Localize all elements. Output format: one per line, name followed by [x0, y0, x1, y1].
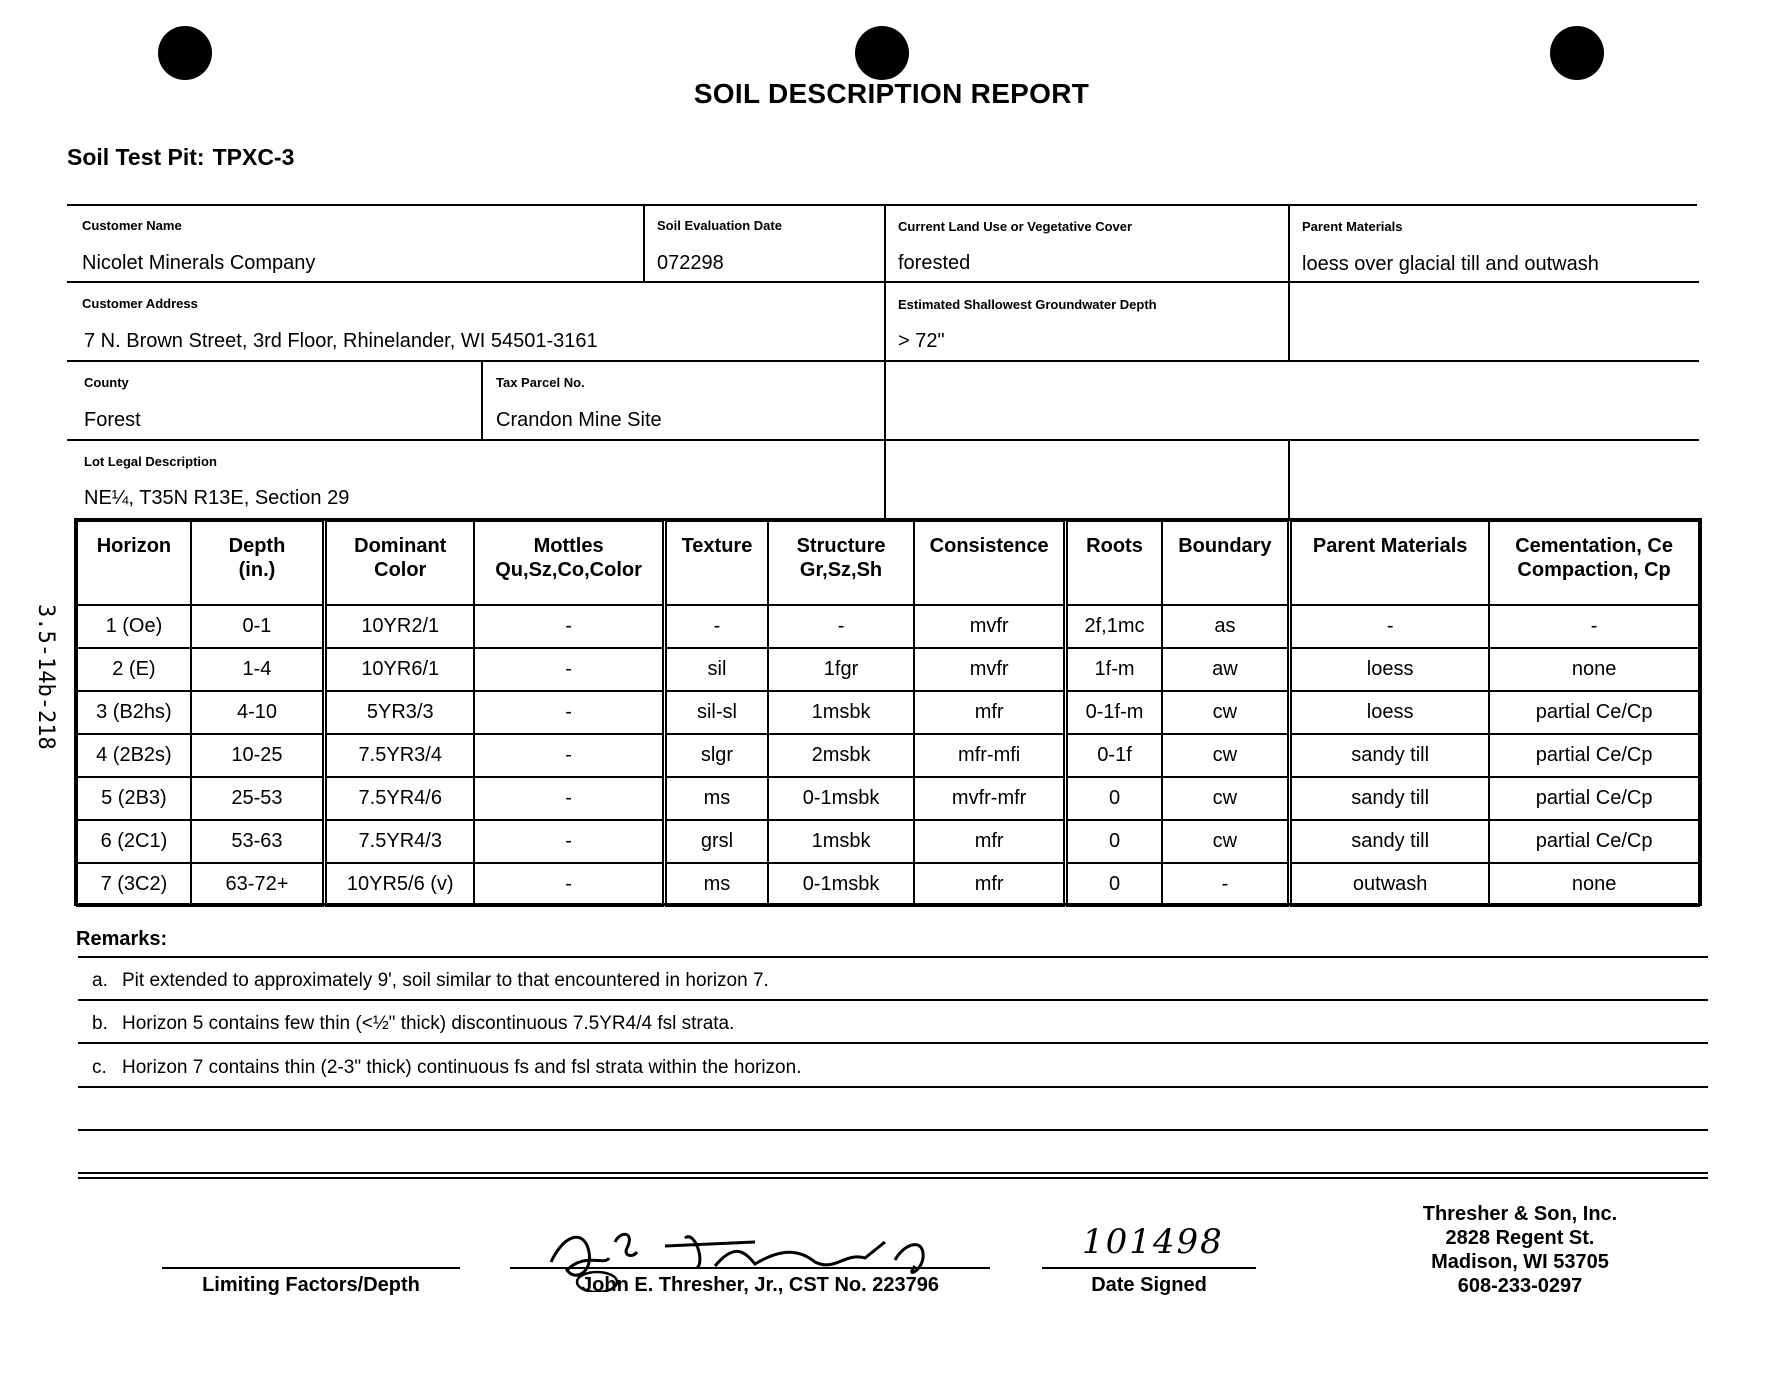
county-value: Forest: [84, 409, 141, 431]
table-cell: 1fgr: [768, 648, 914, 691]
table-cell: 10YR5/6 (v): [325, 863, 475, 906]
col-texture: Texture: [664, 521, 768, 605]
land-use-label: Current Land Use or Vegetative Cover: [898, 219, 1133, 234]
page-title: SOIL DESCRIPTION REPORT: [693, 78, 1090, 109]
table-cell: slgr: [664, 734, 768, 777]
eval-date-label: Soil Evaluation Date: [657, 218, 782, 233]
table-cell: -: [474, 863, 664, 906]
table-cell: 4 (2B2s): [77, 734, 191, 777]
company-name: Thresher & Son, Inc.: [1422, 1203, 1618, 1225]
parent-materials-value: loess over glacial till and outwash: [1302, 253, 1599, 275]
punch-hole-right: [1550, 26, 1604, 80]
table-cell: aw: [1162, 648, 1290, 691]
table-cell: 1msbk: [768, 820, 914, 863]
table-row: [77, 648, 1699, 691]
table-row: [77, 863, 1699, 906]
table-cell: cw: [1162, 820, 1290, 863]
rule: [67, 439, 1699, 441]
col-mottles: Mottles Qu,Sz,Co,Color: [474, 521, 664, 605]
table-cell: -: [474, 605, 664, 648]
table-cell: loess: [1290, 648, 1490, 691]
table-cell: 63-72+: [191, 863, 325, 906]
company-city: Madison, WI 53705: [1431, 1251, 1609, 1273]
lot-legal-label: Lot Legal Description: [84, 454, 217, 469]
customer-name-value: Nicolet Minerals Company: [82, 252, 316, 274]
table-cell: -: [474, 648, 664, 691]
col-parent-materials: Parent Materials: [1290, 521, 1490, 605]
table-cell: cw: [1162, 691, 1290, 734]
date-line: [1042, 1267, 1256, 1269]
col-roots: Roots: [1066, 521, 1162, 605]
table-cell: 5YR3/3: [325, 691, 475, 734]
rule: [1288, 204, 1290, 360]
rule: [78, 1086, 1708, 1088]
col-depth: Depth (in.): [191, 521, 325, 605]
table-cell: partial Ce/Cp: [1489, 820, 1699, 863]
table-cell: 0-1: [191, 605, 325, 648]
col-structure: Structure Gr,Sz,Sh: [768, 521, 914, 605]
pit-value: TPXC-3: [212, 144, 295, 170]
table-cell: 10YR2/1: [325, 605, 475, 648]
table-cell: 1-4: [191, 648, 325, 691]
table-cell: mvfr: [914, 648, 1066, 691]
limiting-factors-label: Limiting Factors/Depth: [202, 1274, 420, 1296]
rule: [67, 360, 1699, 362]
table-cell: 2f,1mc: [1066, 605, 1162, 648]
table-cell: 3 (B2hs): [77, 691, 191, 734]
table-row: [77, 691, 1699, 734]
table-header-row: [77, 521, 1699, 605]
lot-legal-value: NE¼, T35N R13E, Section 29: [84, 487, 350, 509]
table-cell: 7.5YR3/4: [325, 734, 475, 777]
table-cell: -: [1489, 605, 1699, 648]
table-cell: cw: [1162, 734, 1290, 777]
rule: [78, 1172, 1708, 1174]
table-cell: sandy till: [1290, 734, 1490, 777]
tax-parcel-label: Tax Parcel No.: [496, 375, 585, 390]
col-boundary: Boundary: [1162, 521, 1290, 605]
table-cell: none: [1489, 648, 1699, 691]
rule: [1288, 439, 1290, 518]
col-horizon: Horizon: [77, 521, 191, 605]
table-cell: -: [474, 691, 664, 734]
table-row: [77, 820, 1699, 863]
table-cell: -: [1290, 605, 1490, 648]
table-cell: sandy till: [1290, 820, 1490, 863]
table-cell: as: [1162, 605, 1290, 648]
address-label: Customer Address: [82, 296, 198, 311]
company-phone: 608-233-0297: [1457, 1275, 1583, 1297]
limiting-line: [162, 1267, 460, 1269]
rule: [78, 1177, 1708, 1179]
table-cell: -: [474, 734, 664, 777]
table-cell: -: [664, 605, 768, 648]
table-cell: 4-10: [191, 691, 325, 734]
table-cell: mvfr-mfr: [914, 777, 1066, 820]
punch-hole-left: [158, 26, 212, 80]
table-cell: 10YR6/1: [325, 648, 475, 691]
table-row: [77, 777, 1699, 820]
table-cell: 10-25: [191, 734, 325, 777]
table-cell: 53-63: [191, 820, 325, 863]
table-cell: partial Ce/Cp: [1489, 734, 1699, 777]
col-color: Dominant Color: [325, 521, 475, 605]
table-cell: 2 (E): [77, 648, 191, 691]
table-cell: grsl: [664, 820, 768, 863]
table-cell: mvfr: [914, 605, 1066, 648]
table-cell: partial Ce/Cp: [1489, 691, 1699, 734]
table-cell: 7.5YR4/3: [325, 820, 475, 863]
table-cell: 0-1f: [1066, 734, 1162, 777]
table-cell: sil-sl: [664, 691, 768, 734]
table-cell: mfr-mfi: [914, 734, 1066, 777]
side-annotation: 3.5-14b-218: [33, 604, 58, 750]
table-cell: none: [1489, 863, 1699, 906]
rule: [78, 1129, 1708, 1131]
table-cell: outwash: [1290, 863, 1490, 906]
table-cell: 25-53: [191, 777, 325, 820]
table-cell: -: [474, 820, 664, 863]
table-row: [77, 605, 1699, 648]
table-cell: mfr: [914, 691, 1066, 734]
soil-horizon-table: [76, 520, 1700, 907]
rule: [78, 956, 1708, 958]
remark-c: c. Horizon 7 contains thin (2-3" thick) continuous fs and fsl strata within the horizon.: [92, 1057, 802, 1078]
rule: [78, 1042, 1708, 1044]
table-cell: partial Ce/Cp: [1489, 777, 1699, 820]
table-cell: 6 (2C1): [77, 820, 191, 863]
remarks-label: Remarks:: [76, 928, 168, 950]
table-cell: 2msbk: [768, 734, 914, 777]
land-use-value: forested: [898, 252, 971, 274]
table-cell: cw: [1162, 777, 1290, 820]
table-cell: sandy till: [1290, 777, 1490, 820]
table-cell: -: [474, 777, 664, 820]
table-cell: 0-1msbk: [768, 863, 914, 906]
table-cell: sil: [664, 648, 768, 691]
pit-label: Soil Test Pit:: [67, 144, 205, 170]
table-cell: 0: [1066, 777, 1162, 820]
table-cell: -: [1162, 863, 1290, 906]
table-cell: mfr: [914, 820, 1066, 863]
tax-parcel-value: Crandon Mine Site: [496, 409, 662, 431]
rule: [884, 204, 886, 518]
signer-label: John E. Thresher, Jr., CST No. 223796: [581, 1274, 939, 1296]
table-cell: 7 (3C2): [77, 863, 191, 906]
rule: [67, 204, 1697, 206]
groundwater-value: > 72": [898, 330, 945, 352]
county-label: County: [84, 375, 129, 390]
rule: [643, 204, 645, 281]
rule: [78, 999, 1708, 1001]
col-cementation: Cementation, Ce Compaction, Cp: [1489, 521, 1699, 605]
soil-test-pit: [67, 144, 294, 171]
remark-a: a. Pit extended to approximately 9', soil similar to that encountered in horizon 7.: [92, 970, 769, 991]
table-cell: 1f-m: [1066, 648, 1162, 691]
table-cell: 1msbk: [768, 691, 914, 734]
address-value: 7 N. Brown Street, 3rd Floor, Rhinelander, WI 54501-3161: [84, 330, 598, 352]
company-street: 2828 Regent St.: [1445, 1227, 1595, 1249]
table-cell: 0-1msbk: [768, 777, 914, 820]
table-cell: 0-1f-m: [1066, 691, 1162, 734]
table-cell: 5 (2B3): [77, 777, 191, 820]
col-consistence: Consistence: [914, 521, 1066, 605]
punch-hole-center: [855, 26, 909, 80]
groundwater-label: Estimated Shallowest Groundwater Depth: [898, 297, 1157, 312]
table-cell: ms: [664, 777, 768, 820]
table-cell: 0: [1066, 863, 1162, 906]
date-signed-label: Date Signed: [1091, 1274, 1207, 1296]
rule: [67, 281, 1699, 283]
company-block: [1380, 1202, 1660, 1298]
table-cell: 7.5YR4/6: [325, 777, 475, 820]
signature-line: [510, 1267, 990, 1269]
table-cell: loess: [1290, 691, 1490, 734]
rule: [481, 360, 483, 439]
customer-name-label: Customer Name: [82, 218, 182, 233]
table-cell: -: [768, 605, 914, 648]
table-cell: 0: [1066, 820, 1162, 863]
remark-b: b. Horizon 5 contains few thin (<½" thick) discontinuous 7.5YR4/4 fsl strata.: [92, 1013, 735, 1034]
parent-materials-label: Parent Materials: [1302, 219, 1403, 234]
table-cell: ms: [664, 863, 768, 906]
eval-date-value: 072298: [657, 252, 724, 274]
table-row: [77, 734, 1699, 777]
table-cell: mfr: [914, 863, 1066, 906]
table-cell: 1 (Oe): [77, 605, 191, 648]
handwritten-date: 101498: [1082, 1222, 1224, 1262]
